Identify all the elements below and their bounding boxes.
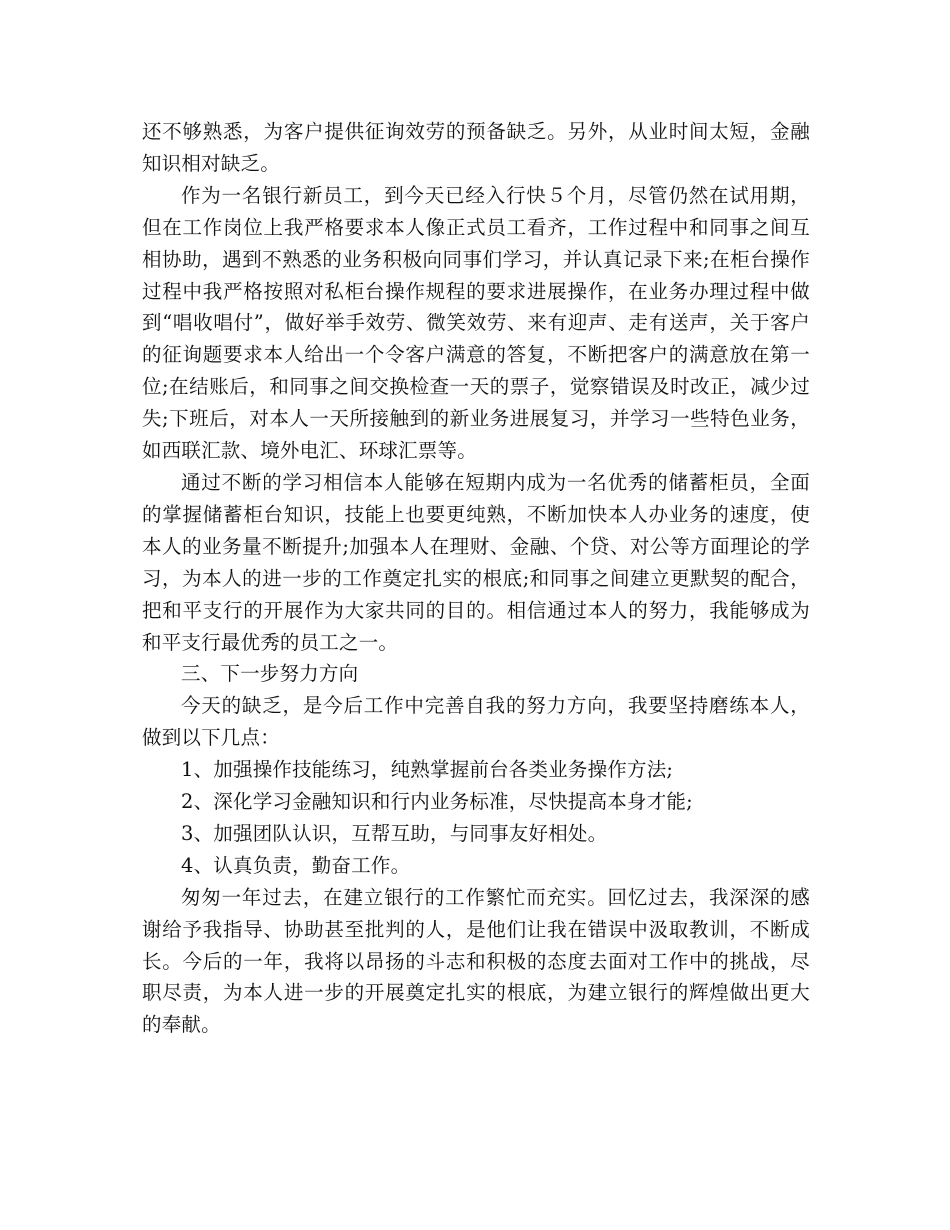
list-item-4: 4、认真负责，勤奋工作。: [181, 853, 411, 877]
list-item-3: 3、加强团队认识，互帮互助，与同事友好相处。: [181, 821, 608, 845]
section-heading: 三、下一步努力方向: [181, 662, 359, 686]
list-item-2: 2、深化学习金融知识和行内业务标准，尽快提高本身才能;: [181, 790, 693, 814]
paragraph-2: 作为一名银行新员工，到今天已经入行快５个月，尽管仍然在试用期，但在工作岗位上我严格要求本人像正式员工看齐，工作过程中和同事之间互相协助，遇到不熟悉的业务积极向同事们学习，并认真记录下来;在柜台操作过程中我严格按照对私柜台操作规程的要求进展操作，在业务办理过程中做到“唱收唱付”，做好举手效劳、微笑效劳、来有迎声、走有送声，关于客户的征询题要求本人给出一个令客户满意的答复，不断把客户的满意放在第一位;在结账后，和同事之间交换检查一天的票子，觉察错误及时改正，减少过失;下班后，对本人一天所接触到的新业务进展复习，并学习一些特色业务，如西联汇款、境外电汇、环球汇票等。: [142, 183, 810, 463]
paragraph-3: 通过不断的学习相信本人能够在短期内成为一名优秀的储蓄柜员，全面的掌握储蓄柜台知识，技能上也要更纯熟，不断加快本人办业务的速度，使本人的业务量不断提升;加强本人在理财、金融、个贷、对公等方面理论的学习，为本人的进一步的工作奠定扎实的根底;和同事之间建立更默契的配合，把和平支行的开展作为大家共同的目的。相信通过本人的努力，我能够成为和平支行最优秀的员工之一。: [142, 470, 810, 654]
paragraph-intro: 今天的缺乏，是今后工作中完善自我的努力方向，我要坚持磨练本人，做到以下几点：: [142, 694, 810, 750]
paragraph-closing: 匆匆一年过去，在建立银行的工作繁忙而充实。回忆过去，我深深的感谢给予我指导、协助甚至批判的人，是他们让我在错误中汲取教训，不断成长。今后的一年，我将以昂扬的斗志和积极的态度去面对工作中的挑战，尽职尽责，为本人进一步的开展奠定扎实的根底，为建立银行的辉煌做出更大的奉献。: [142, 885, 810, 1037]
paragraph-1: 还不够熟悉，为客户提供征询效劳的预备缺乏。另外，从业时间太短，金融知识相对缺乏。: [142, 120, 810, 175]
document-body: [142, 116, 810, 1041]
list-item-1: 1、加强操作技能练习，纯熟掌握前台各类业务操作方法;: [181, 758, 674, 782]
